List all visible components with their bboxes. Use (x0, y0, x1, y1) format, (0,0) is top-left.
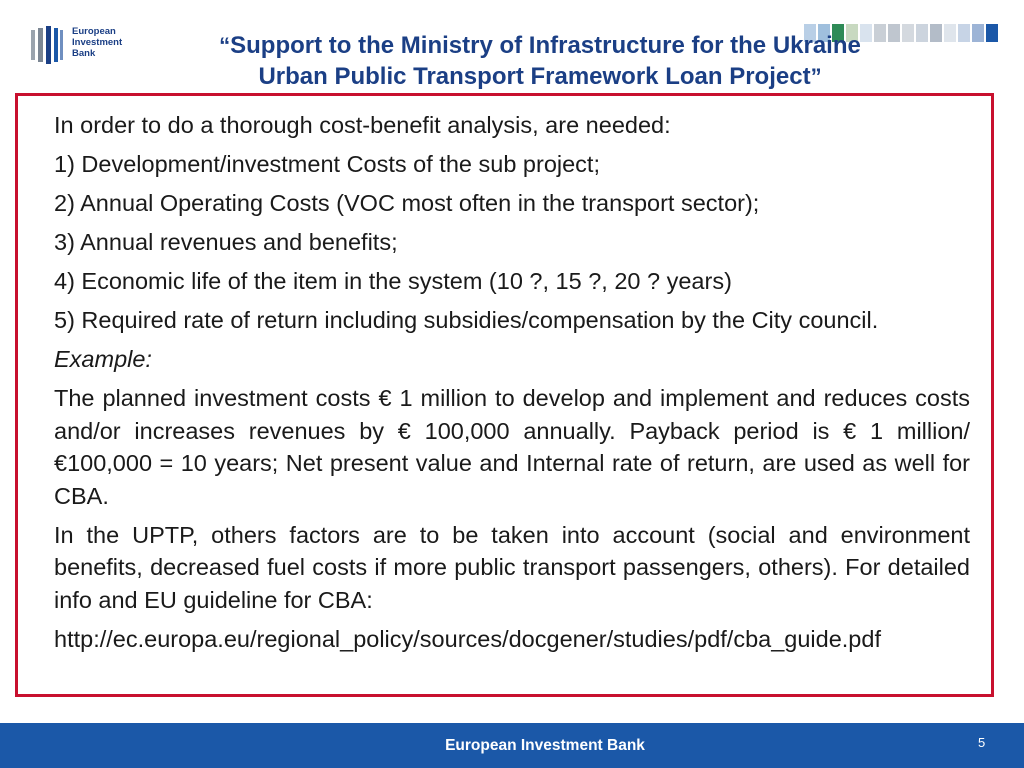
cba-guide-link[interactable]: http://ec.europa.eu/regional_policy/sources/docgener/studies/pdf/cba_guide.pdf (54, 625, 881, 652)
eib-logo (30, 26, 130, 66)
footer-label: European Investment Bank (445, 737, 645, 754)
title-line-2 (140, 61, 940, 92)
list-item: 3) Annual revenues and benefits; (54, 229, 398, 255)
decorative-square (972, 24, 984, 42)
uptp-text: In the UPTP, others factors are to be taken into account (social and environment benefits, decreased fuel costs if more public transport passengers, others). For detailed info and EU guideline for CBA: (54, 521, 970, 613)
title-line-1-text: Support to the Ministry of Infrastructure for the Ukraine (230, 32, 861, 59)
list-item: 4) Economic life of the item in the system (10 ?, 15 ?, 20 ? years) (54, 268, 732, 294)
list-item: 5) Required rate of return including subsidies/compensation by the City council. (54, 307, 879, 333)
logo-line: Investment (72, 37, 123, 48)
logo-line: Bank (72, 48, 96, 59)
footer-bar (0, 723, 1024, 768)
example-label: Example: (54, 346, 152, 372)
eib-logo-mark-icon (30, 26, 64, 64)
decorative-square (986, 24, 998, 42)
close-quote: ” (810, 64, 822, 89)
slide-body (54, 109, 970, 662)
example-text: The planned investment costs € 1 million to develop and implement and reduces costs and/or increases revenues by € 100,000 annually. Payback period is € 1 million/ €100,000 = 10 years; Net present value and Internal rate of return, are used as well for CBA. (54, 385, 970, 509)
slide-title (140, 30, 940, 92)
eib-logo-text (72, 26, 122, 59)
page-number: 5 (978, 735, 986, 750)
open-quote: “ (219, 33, 231, 58)
list-item: 1) Development/investment Costs of the sub project; (54, 151, 600, 177)
decorative-square (944, 24, 956, 42)
intro-text: In order to do a thorough cost-benefit analysis, are needed: (54, 112, 671, 138)
decorative-square (958, 24, 970, 42)
title-line-2-text: Urban Public Transport Framework Loan Project (258, 63, 811, 90)
logo-line: European (72, 26, 116, 37)
title-line-1 (140, 30, 940, 61)
list-item: 2) Annual Operating Costs (VOC most often in the transport sector); (54, 190, 760, 216)
